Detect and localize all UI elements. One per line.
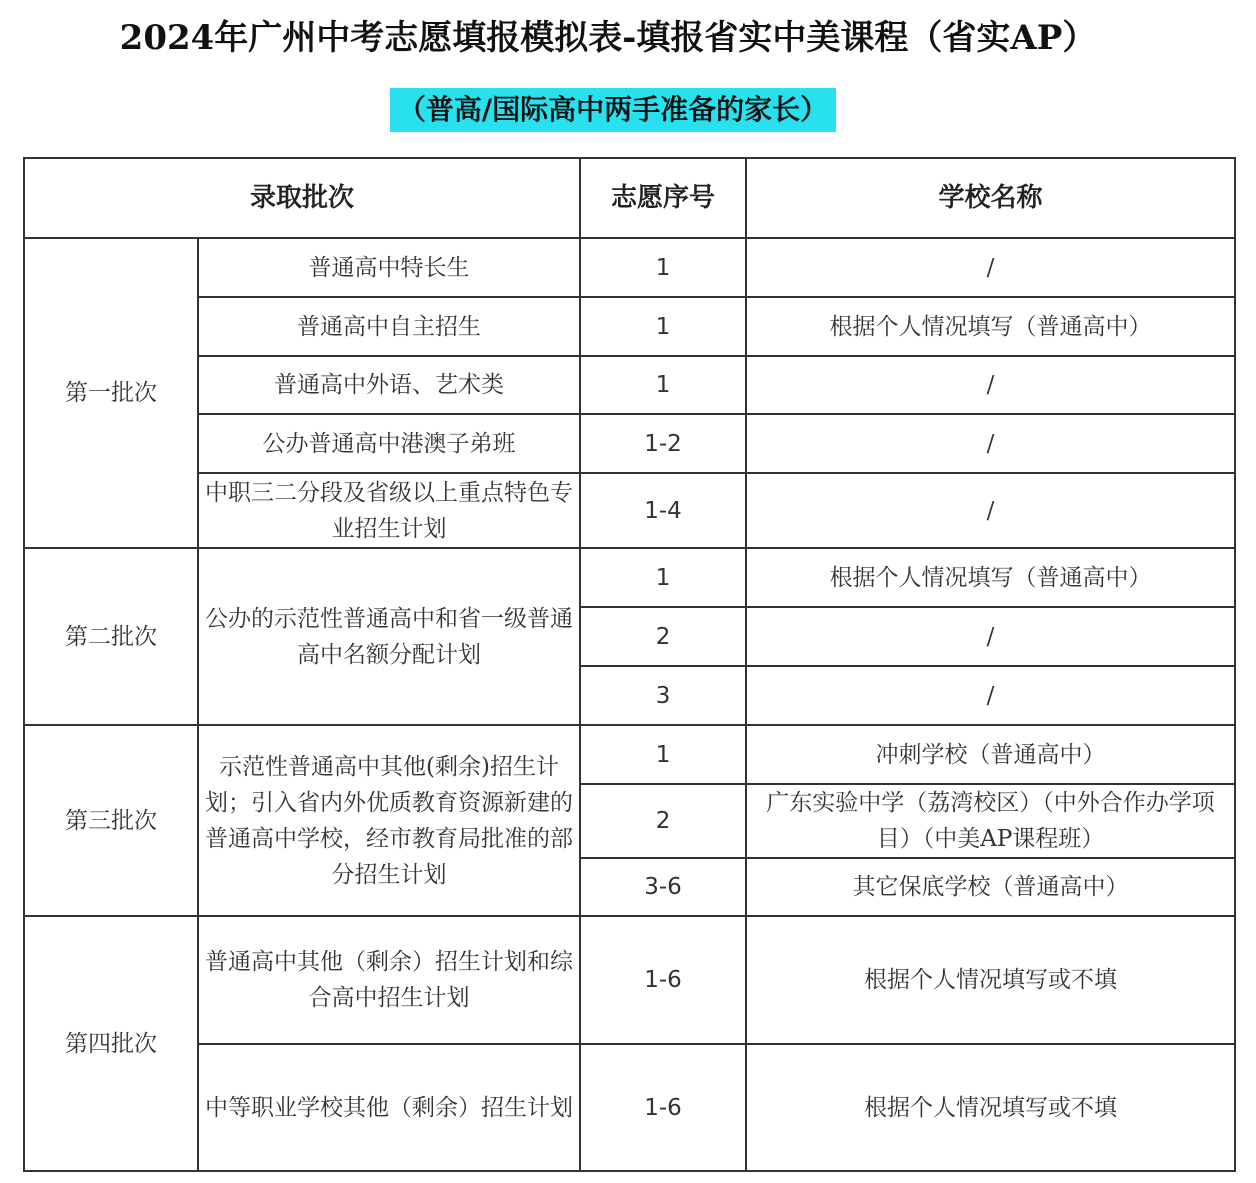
order-cell: 1 (580, 356, 746, 414)
category-cell: 示范性普通高中其他(剩余)招生计划；引入省内外优质教育资源新建的普通高中学校，经市教育局批准的部分招生计划 (198, 725, 580, 916)
category-cell: 公办普通高中港澳子弟班 (198, 414, 580, 473)
school-cell: 根据个人情况填写（普通高中） (746, 548, 1235, 607)
table-header-row (24, 158, 1235, 238)
batch-label: 第一批次 (24, 238, 198, 548)
school-cell: 冲刺学校（普通高中） (746, 725, 1235, 784)
table-row (24, 473, 1235, 548)
order-cell: 1-4 (580, 473, 746, 548)
table-row (24, 725, 1235, 784)
batch-label: 第二批次 (24, 548, 198, 725)
order-cell: 1 (580, 297, 746, 356)
table-row (24, 916, 1235, 1044)
school-cell: / (746, 238, 1235, 297)
subtitle-container (0, 88, 1226, 132)
order-cell: 1-6 (580, 1044, 746, 1171)
category-cell: 中等职业学校其他（剩余）招生计划 (198, 1044, 580, 1171)
batch-label: 第四批次 (24, 916, 198, 1171)
school-cell: / (746, 666, 1235, 725)
order-cell: 1 (580, 548, 746, 607)
order-cell: 1-2 (580, 414, 746, 473)
school-cell: / (746, 356, 1235, 414)
table-row (24, 238, 1235, 297)
school-cell: / (746, 607, 1235, 666)
order-cell: 2 (580, 607, 746, 666)
category-cell: 普通高中其他（剩余）招生计划和综合高中招生计划 (198, 916, 580, 1044)
school-cell: 根据个人情况填写或不填 (746, 916, 1235, 1044)
batch-label: 第三批次 (24, 725, 198, 916)
page-subtitle: （普高/国际高中两手准备的家长） (390, 88, 836, 132)
category-cell: 中职三二分段及省级以上重点特色专业招生计划 (198, 473, 580, 548)
order-cell: 3 (580, 666, 746, 725)
page-title: 2024年广州中考志愿填报模拟表-填报省实中美课程（省实AP） (119, 18, 1097, 58)
order-cell: 1-6 (580, 916, 746, 1044)
order-cell: 2 (580, 784, 746, 858)
school-cell: 根据个人情况填写或不填 (746, 1044, 1235, 1171)
school-cell: / (746, 414, 1235, 473)
table-row (24, 356, 1235, 414)
category-cell: 公办的示范性普通高中和省一级普通高中名额分配计划 (198, 548, 580, 725)
category-cell: 普通高中外语、艺术类 (198, 356, 580, 414)
order-cell: 1 (580, 725, 746, 784)
order-cell: 1 (580, 238, 746, 297)
table-row (24, 1044, 1235, 1171)
school-cell: 其它保底学校（普通高中） (746, 858, 1235, 916)
school-cell: 根据个人情况填写（普通高中） (746, 297, 1235, 356)
header-school: 学校名称 (746, 158, 1235, 238)
header-batch: 录取批次 (24, 158, 580, 238)
table-row (24, 548, 1235, 607)
table-row (24, 414, 1235, 473)
order-cell: 3-6 (580, 858, 746, 916)
header-order: 志愿序号 (580, 158, 746, 238)
highlighted-school-cell: 广东实验中学（荔湾校区）（中外合作办学项目）（中美AP课程班） (746, 784, 1235, 858)
school-cell: / (746, 473, 1235, 548)
category-cell: 普通高中自主招生 (198, 297, 580, 356)
admission-plan-table (23, 157, 1236, 1172)
table-row (24, 297, 1235, 356)
category-cell: 普通高中特长生 (198, 238, 580, 297)
